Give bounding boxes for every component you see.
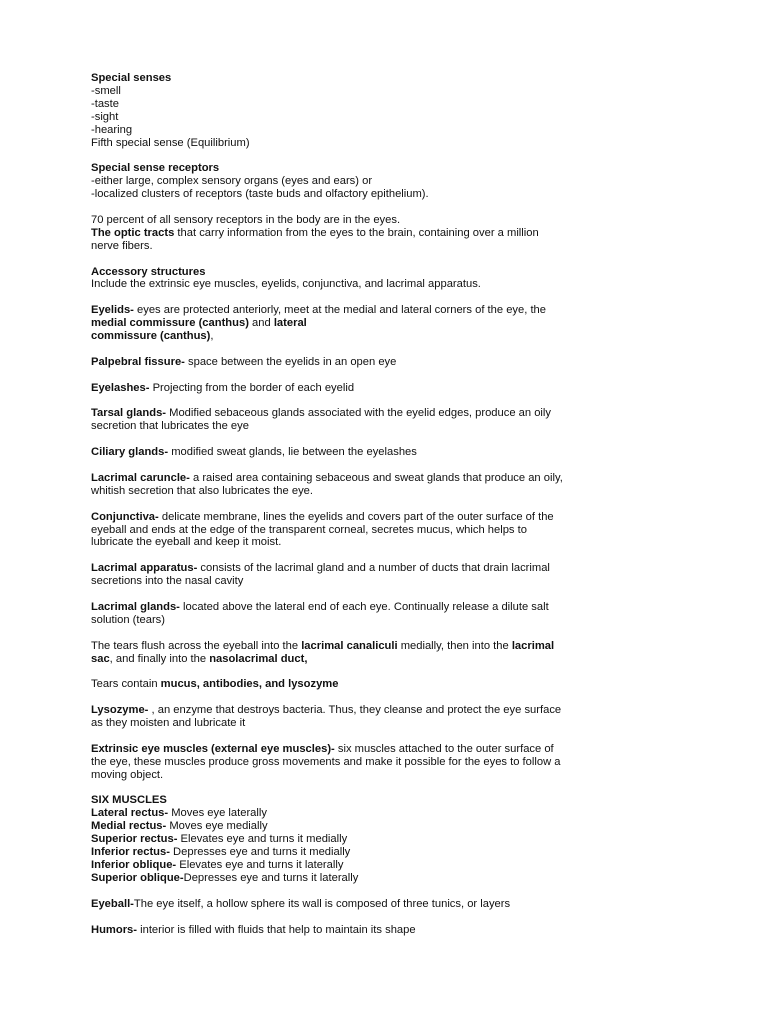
text-run: The tears flush across the eyeball into the <box>91 639 302 652</box>
text-run: and <box>248 317 274 330</box>
text-line <box>91 175 691 188</box>
text-run: -smell <box>91 84 121 97</box>
text-line <box>91 794 691 807</box>
text-line <box>91 872 691 885</box>
paragraph-lysozyme <box>91 704 691 730</box>
text-line <box>91 678 691 691</box>
text-line <box>91 98 691 111</box>
text-line <box>91 214 691 227</box>
bold-term: Eyeball- <box>91 897 134 910</box>
text-run: Tears contain <box>91 678 161 691</box>
text-run: -taste <box>91 97 119 110</box>
text-line <box>91 85 691 98</box>
text-run: solution (tears) <box>91 613 165 626</box>
text-run: -localized clusters of receptors (taste buds and olfactory epithelium). <box>91 188 429 201</box>
text-run: a raised area containing sebaceous and sweat glands that produce an oily, <box>189 471 563 484</box>
text-line <box>91 356 691 369</box>
paragraph-tears-contain <box>91 678 691 691</box>
text-run: -sight <box>91 110 119 123</box>
bold-term: Superior rectus- <box>91 833 178 846</box>
text-line <box>91 124 691 137</box>
paragraph-tears-flush <box>91 640 691 666</box>
text-run: Fifth special sense (Equilibrium) <box>91 136 250 149</box>
text-line <box>91 769 691 782</box>
paragraph-six-muscles <box>91 794 691 884</box>
text-run: eyes are protected anteriorly, meet at the medial and lateral corners of the eye, the <box>133 304 546 317</box>
text-run: Elevates eye and turns it medially <box>177 833 348 846</box>
text-run: Depresses eye and turns it medially <box>169 846 351 859</box>
text-run: Moves eye laterally <box>168 807 267 820</box>
text-line <box>91 859 691 872</box>
text-run: lubricate the eyeball and keep it moist. <box>91 536 282 549</box>
paragraph-lacrimal-glands <box>91 601 691 627</box>
bold-term: The optic tracts <box>91 226 175 239</box>
text-run: Projecting from the border of each eyelid <box>149 381 355 394</box>
text-line <box>91 924 691 937</box>
bold-term: Lacrimal glands- <box>91 600 180 613</box>
text-run: space between the eyelids in an open eye <box>184 355 397 368</box>
text-line <box>91 524 691 537</box>
text-line <box>91 420 691 433</box>
text-line <box>91 240 691 253</box>
bold-term: Special sense receptors <box>91 162 220 175</box>
text-line <box>91 111 691 124</box>
text-line <box>91 562 691 575</box>
text-run: that carry information from the eyes to the brain, containing over a million <box>174 226 539 239</box>
paragraph-lacrimal-caruncle <box>91 472 691 498</box>
bold-term: Medial rectus- <box>91 820 167 833</box>
paragraph-eyelids <box>91 304 691 343</box>
bold-term: Tarsal glands- <box>91 407 167 420</box>
text-line <box>91 511 691 524</box>
bold-term: Palpebral fissure- <box>91 355 185 368</box>
text-line <box>91 846 691 859</box>
text-run: -either large, complex sensory organs (eyes and ears) or <box>91 175 373 188</box>
paragraph-conjunctiva <box>91 511 691 550</box>
text-run: Include the extrinsic eye muscles, eyelids, conjunctiva, and lacrimal apparatus. <box>91 278 481 291</box>
text-line <box>91 743 691 756</box>
paragraph-tarsal-glands <box>91 407 691 433</box>
text-line <box>91 330 691 343</box>
text-run: six muscles attached to the outer surface of <box>334 742 554 755</box>
text-line <box>91 717 691 730</box>
text-run: secretions into the nasal cavity <box>91 575 244 588</box>
text-run: delicate membrane, lines the eyelids and covers part of the outer surface of the <box>158 510 554 523</box>
text-run: -hearing <box>91 123 133 136</box>
text-line <box>91 820 691 833</box>
bold-term: mucus, antibodies, and lysozyme <box>160 678 339 691</box>
text-run: whitish secretion that also lubricates the eye. <box>91 484 314 497</box>
text-run: eyeball and ends at the edge of the transparent corneal, secretes mucus, which helps to <box>91 523 527 536</box>
bold-term: Ciliary glands- <box>91 446 169 459</box>
bold-term: Eyelashes- <box>91 381 150 394</box>
text-run: Moves eye medially <box>166 820 268 833</box>
text-line <box>91 536 691 549</box>
bold-term: Lacrimal apparatus- <box>91 562 198 575</box>
text-run: Depresses eye and turns it laterally <box>183 871 359 884</box>
text-run: , an enzyme that destroys bacteria. Thus, they cleanse and protect the eye surface <box>148 704 562 717</box>
text-run: moving object. <box>91 768 164 781</box>
text-line <box>91 472 691 485</box>
text-run: nerve fibers. <box>91 239 153 252</box>
text-line <box>91 485 691 498</box>
bold-term: Inferior rectus- <box>91 846 170 859</box>
text-run: The eye itself, a hollow sphere its wall is composed of three tunics, or layers <box>133 897 511 910</box>
paragraph-lacrimal-apparatus <box>91 562 691 588</box>
text-line <box>91 833 691 846</box>
text-run: 70 percent of all sensory receptors in the body are in the eyes. <box>91 213 401 226</box>
text-run: Modified sebaceous glands associated with the eyelid edges, produce an oily <box>166 407 552 420</box>
text-line <box>91 807 691 820</box>
paragraph-palpebral-fissure <box>91 356 691 369</box>
text-line <box>91 382 691 395</box>
text-run: secretion that lubricates the eye <box>91 420 249 433</box>
paragraph-special-senses <box>91 72 691 149</box>
bold-term: lacrimal <box>511 639 555 652</box>
bold-term: lateral <box>273 317 307 330</box>
paragraph-extrinsic-eye-muscles <box>91 743 691 782</box>
bold-term: Conjunctiva- <box>91 510 159 523</box>
text-run: , and finally into the <box>109 652 210 665</box>
bold-term: sac <box>91 652 110 665</box>
text-line <box>91 72 691 85</box>
text-run: modified sweat glands, lie between the eyelashes <box>168 446 417 459</box>
bold-term: Humors- <box>91 923 137 936</box>
bold-term: commissure (canthus) <box>91 330 211 343</box>
text-line <box>91 898 691 911</box>
bold-term: Inferior oblique- <box>91 859 177 872</box>
bold-term: nasolacrimal duct, <box>209 652 308 665</box>
text-line <box>91 601 691 614</box>
text-line <box>91 446 691 459</box>
text-line <box>91 278 691 291</box>
paragraph-eyeball <box>91 898 691 911</box>
text-line <box>91 407 691 420</box>
text-line <box>91 162 691 175</box>
text-run: as they moisten and lubricate it <box>91 717 246 730</box>
bold-term: lacrimal canaliculi <box>301 639 398 652</box>
text-line <box>91 704 691 717</box>
text-run: located above the lateral end of each eye. Continually release a dilute salt <box>179 600 549 613</box>
bold-term: Eyelids- <box>91 304 134 317</box>
text-line <box>91 640 691 653</box>
text-line <box>91 614 691 627</box>
text-line <box>91 137 691 150</box>
text-line <box>91 266 691 279</box>
document-body <box>91 72 691 949</box>
paragraph-accessory-structures <box>91 266 691 292</box>
text-line <box>91 317 691 330</box>
paragraph-eyelashes <box>91 382 691 395</box>
paragraph-ciliary-glands <box>91 446 691 459</box>
bold-term: Lacrimal caruncle- <box>91 471 190 484</box>
text-line <box>91 653 691 666</box>
bold-term: Accessory structures <box>91 265 206 278</box>
text-run: Elevates eye and turns it laterally <box>176 859 344 872</box>
text-run: consists of the lacrimal gland and a number of ducts that drain lacrimal <box>197 562 550 575</box>
text-line <box>91 575 691 588</box>
paragraph-optic-tracts <box>91 214 691 253</box>
text-run: the eye, these muscles produce gross movements and make it possible for the eyes to follow a <box>91 755 561 768</box>
bold-term: Special senses <box>91 72 172 84</box>
bold-term: medial commissure (canthus) <box>91 317 249 330</box>
text-run: , <box>210 330 214 343</box>
bold-term: Extrinsic eye muscles (external eye muscles)- <box>91 742 335 755</box>
bold-term: Lysozyme- <box>91 704 149 717</box>
text-run: interior is filled with fluids that help to maintain its shape <box>137 923 416 936</box>
paragraph-humors <box>91 924 691 937</box>
text-run: medially, then into the <box>397 639 512 652</box>
paragraph-special-sense-receptors <box>91 162 691 201</box>
text-line <box>91 756 691 769</box>
bold-term: Lateral rectus- <box>91 807 169 820</box>
text-line <box>91 227 691 240</box>
bold-term: SIX MUSCLES <box>91 794 167 807</box>
text-line <box>91 188 691 201</box>
bold-term: Superior oblique- <box>91 871 184 884</box>
text-line <box>91 304 691 317</box>
